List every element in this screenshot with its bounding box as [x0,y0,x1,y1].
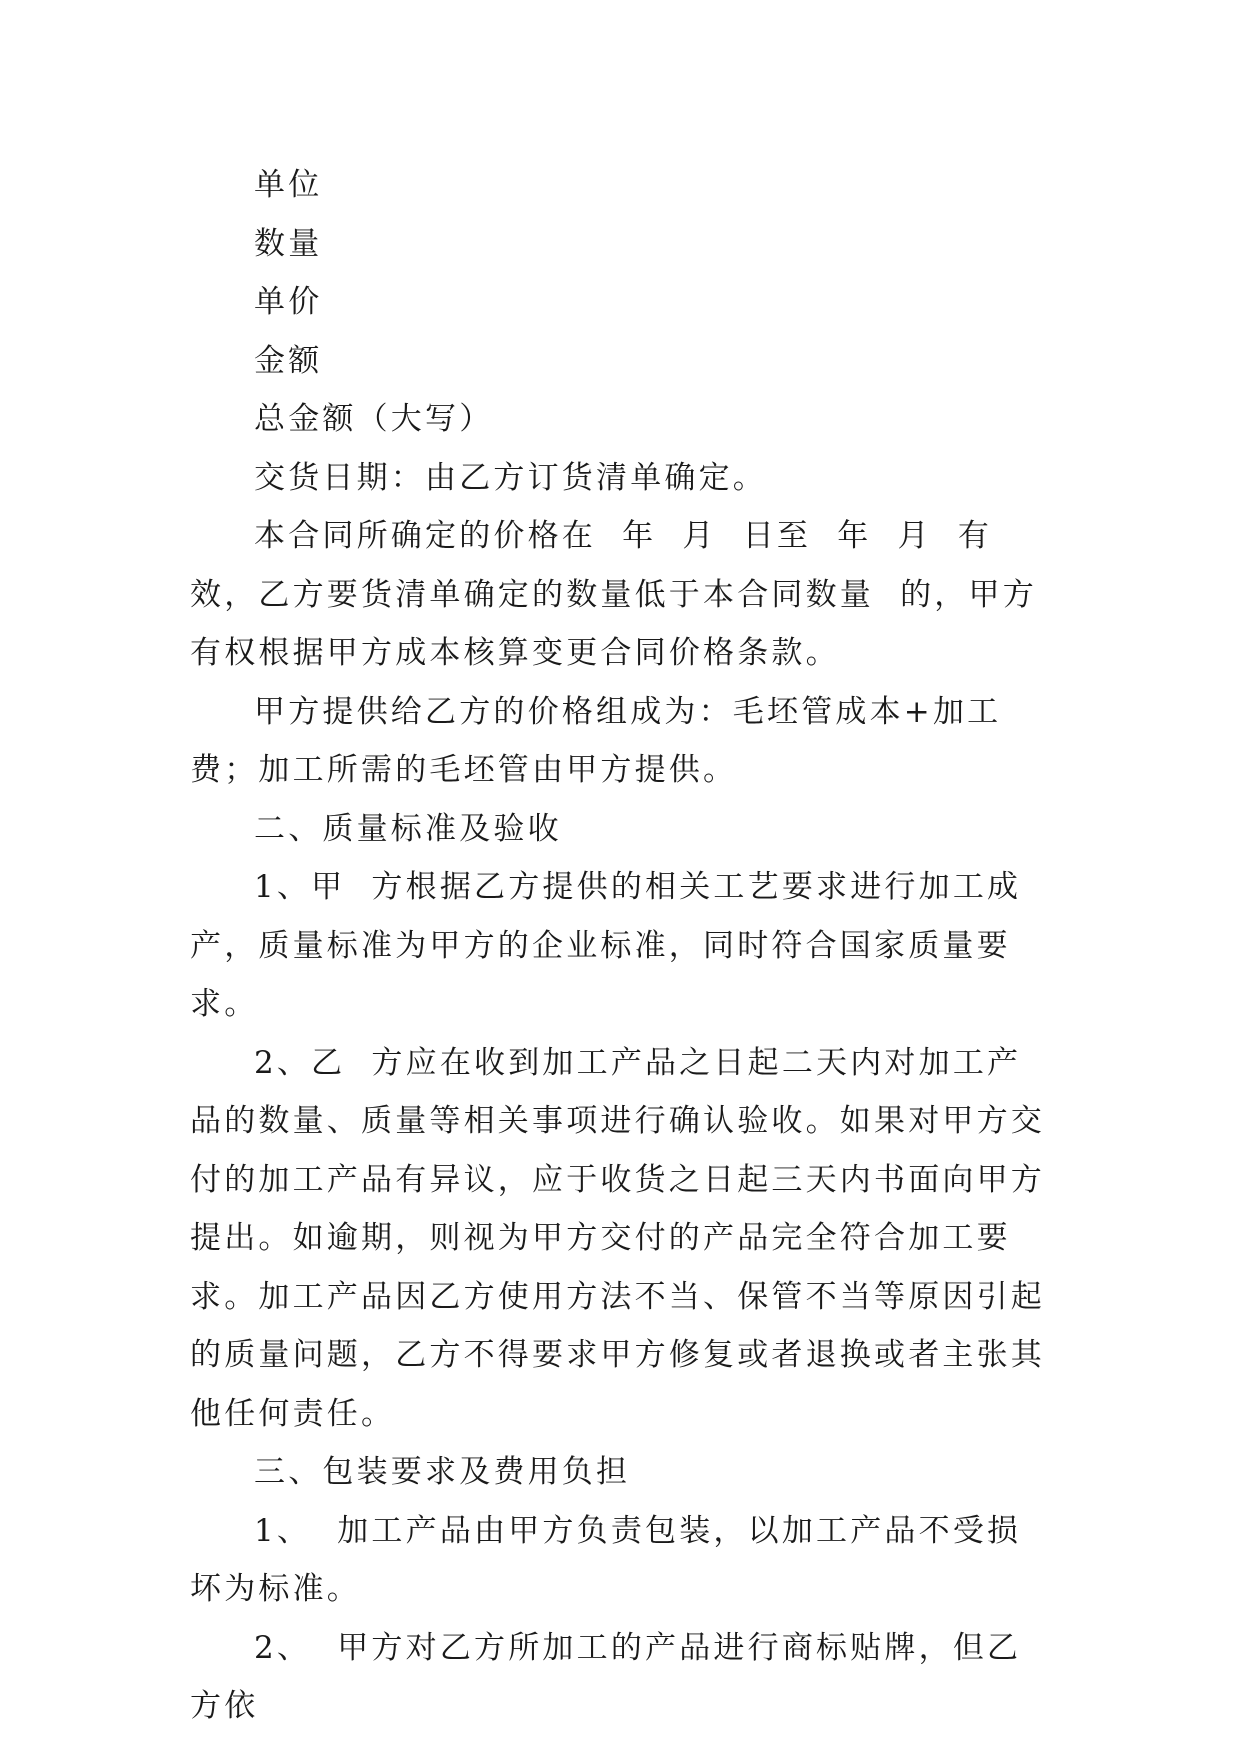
section-heading-packaging: 三、包装要求及费用负担 [254,1454,631,1490]
paragraph-quality-clause-1: 1、甲 方根据乙方提供的相关工艺要求进行加工成产，质量标准为甲方的企业标准，同时符合国家质量要求。 [190,869,1022,1022]
paragraph-price-validity: 本合同所确定的价格在 年 月 日至 年 月 有效，乙方要货清单确定的数量低于本合同数量 的，甲方有权根据甲方成本核算变更合同价格条款。 [190,518,1037,671]
paragraph-quality-clause-2: 2、乙 方应在收到加工产品之日起二天内对加工产品的数量、质量等相关事项进行确认验收。如果对甲方交付的加工产品有异议，应于收货之日起三天内书面向甲方提出。如逾期，则视为甲方交付的产品完全符合加工要求。加工产品因乙方使用方法不当、保管不当等原因引起的质量问题，乙方不得要求甲方修复或者退换或者主张其他任何责任。 [190,1044,1045,1432]
paragraph-packaging-clause-1: 1、 加工产品由甲方负责包装，以加工产品不受损坏为标准。 [190,1512,1022,1607]
paragraph-unit: 单位 [254,167,323,203]
section-heading-quality: 二、质量标准及验收 [254,810,562,847]
paragraph-unit-price: 单价 [254,284,323,320]
paragraph-price-composition: 甲方提供给乙方的价格组成为：毛坯管成本+加工费；加工所需的毛坯管由甲方提供。 [190,693,1002,788]
paragraph-amount: 金额 [254,342,323,379]
document-body [190,156,1050,1736]
paragraph-quantity: 数量 [254,225,323,262]
paragraph-total-amount: 总金额（大写） [254,401,494,437]
paragraph-delivery-date: 交货日期：由乙方订货清单确定。 [254,459,767,496]
paragraph-packaging-clause-2: 2、 甲方对乙方所加工的产品进行商标贴牌，但乙方依 [190,1629,1022,1724]
